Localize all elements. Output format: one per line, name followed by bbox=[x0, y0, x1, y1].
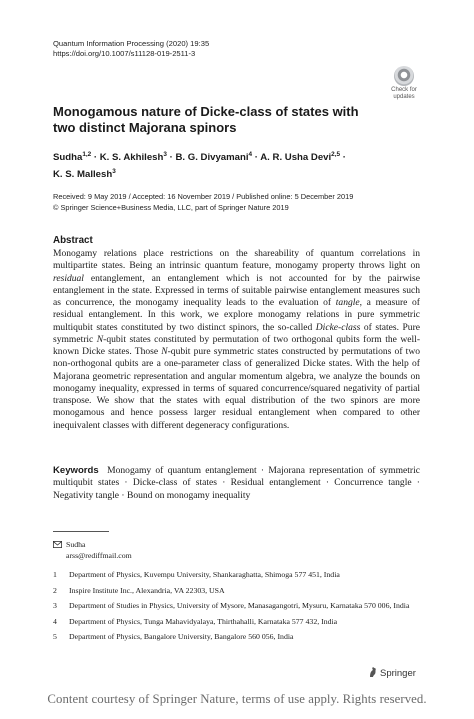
author-name[interactable]: Sudha bbox=[53, 152, 83, 164]
abstract-emphasis: N bbox=[96, 333, 104, 345]
affiliation-number: 1 bbox=[53, 570, 57, 579]
author-name[interactable]: B. G. Divyamani bbox=[175, 152, 249, 164]
affiliation-text: Department of Physics, Kuvempu University, Shankaraghatta, Shimoga 577 451, India bbox=[69, 570, 340, 579]
affiliation-item bbox=[53, 617, 423, 627]
affiliation-text: Inspire Institute Inc., Alexandria, VA 22303, USA bbox=[69, 585, 225, 595]
abstract-body bbox=[53, 248, 420, 432]
keywords-label: Keywords bbox=[53, 465, 99, 476]
correspondence-block bbox=[53, 540, 132, 561]
affiliation-text: Department of Physics, Tunga Mahavidyalaya, Thirthahalli, Karnataka 577 432, India bbox=[69, 616, 338, 626]
abstract-emphasis: N bbox=[161, 346, 168, 357]
author-affiliation-mark: 4 bbox=[248, 151, 253, 158]
envelope-icon bbox=[53, 540, 66, 551]
content-courtesy-footer: Content courtesy of Springer Nature, terms of use apply. Rights reserved. bbox=[47, 692, 427, 706]
abstract-emphasis: tangle bbox=[335, 297, 360, 308]
doi-link[interactable]: https://doi.org/10.1007/s11128-019-2511-3 bbox=[53, 48, 196, 58]
check-badge-line2: updates bbox=[393, 93, 415, 100]
abstract-emphasis: residual bbox=[53, 272, 84, 284]
author-name[interactable]: K. S. Akhilesh bbox=[99, 152, 164, 164]
springer-horse-icon bbox=[368, 666, 378, 678]
journal-citation: Quantum Information Processing (2020) 19:35 bbox=[53, 39, 210, 48]
paper-title: Monogamous nature of Dicke-class of states with two distinct Majorana spinors bbox=[53, 104, 359, 135]
abstract-text: , a measure of residual entanglement. In this work, we explore monogamy relations in pure symmetric multiqubit states constituted by two distinct spinors, the so-called bbox=[53, 297, 420, 333]
affiliation-item bbox=[53, 632, 423, 642]
author-email[interactable]: arss@rediffmail.com bbox=[66, 550, 132, 560]
corresponding-author: Sudha bbox=[66, 540, 86, 549]
affiliation-item bbox=[53, 570, 423, 580]
journal-header bbox=[53, 39, 209, 58]
affiliation-number: 4 bbox=[53, 616, 57, 626]
affiliation-number: 5 bbox=[53, 632, 57, 642]
check-badge-line1: Check for bbox=[391, 87, 417, 93]
abstract-text: of states. Pure symmetric bbox=[53, 321, 420, 345]
copyright-line: © Springer Science+Business Media, LLC, part of Springer Nature 2019 bbox=[53, 202, 289, 212]
footnote-divider bbox=[53, 531, 109, 532]
publisher-name: Springer bbox=[380, 668, 416, 679]
affiliation-text: Department of Studies in Physics, University of Mysore, Manasagangotri, Mysuru, Karnataka 570 006, India bbox=[69, 601, 410, 611]
affiliation-text: Department of Physics, Bangalore University, Bangalore 560 056, India bbox=[69, 632, 294, 642]
keywords-text: Monogamy of quantum entanglement · Majorana representation of symmetric multiqubit states · Dicke-class of states · Residual entanglement · Concurrence tangle · Negativity tangle · Bound on monogamy inequality bbox=[53, 465, 420, 501]
author-affiliation-mark: 2,5 bbox=[331, 151, 341, 158]
affiliation-number: 3 bbox=[53, 601, 57, 611]
dates-line: Received: 9 May 2019 / Accepted: 16 November 2019 / Published online: 5 December 2019 bbox=[53, 192, 354, 201]
keywords-section bbox=[53, 465, 420, 502]
affiliation-number: 2 bbox=[53, 585, 57, 595]
affiliations-list bbox=[53, 570, 423, 648]
publication-dates bbox=[53, 192, 433, 213]
check-for-updates-badge[interactable] bbox=[384, 66, 424, 100]
abstract-emphasis: Dicke-class bbox=[315, 321, 361, 333]
abstract-heading: Abstract bbox=[53, 235, 93, 246]
abstract-text: entanglement, an entanglement which is not accounted for by the pairwise entanglement in the state. Expressed in terms of suitable pairwise entanglement measures such as concurrence, the monogamy inequality leads to the evaluation of bbox=[53, 272, 420, 308]
author-affiliation-mark: 3 bbox=[112, 168, 116, 176]
abstract-text: -qubit pure symmetric states constructed by permutations of two non-orthogonal qubits are a one-parameter class of generalized Dicke states. With the help of Majorana geometric representation and angular momentum algebra, we analyze the bounds on monogamy inequality, expressed in terms of squared concurrence/squared negativity of partial transpose. We show that the states with equal distribution of the two spinors are more monogamous and hence possess larger residual entanglement when compared to other inequivalent classes with different degeneracy configurations. bbox=[53, 346, 420, 431]
springer-logo bbox=[368, 666, 416, 679]
author-list: Sudha$^{1,2}$ · K. S. Akhilesh$^3$ · B. G. Divyamani$^4$ · A. R. Usha Devi$^{2,5}$ · K. S. Mallesh$^3$ bbox=[53, 151, 346, 181]
affiliation-item bbox=[53, 601, 423, 611]
check-updates-icon bbox=[394, 66, 414, 86]
affiliation-item bbox=[53, 586, 423, 596]
abstract-text: Monogamy relations place restrictions on the shareability of quantum correlations in multipartite states. Being an intrinsic quantum feature, monogamy property throws light on bbox=[53, 248, 420, 272]
author-name[interactable]: A. R. Usha Devi bbox=[260, 152, 332, 164]
author-affiliation-mark: 1,2 bbox=[82, 151, 92, 158]
abstract-text: -qubit states constituted by permutation of two orthogonal qubits form the well-known Dicke states. Those bbox=[53, 333, 420, 357]
author-name[interactable]: K. S. Mallesh bbox=[53, 169, 113, 181]
author-affiliation-mark: 3 bbox=[163, 151, 167, 158]
